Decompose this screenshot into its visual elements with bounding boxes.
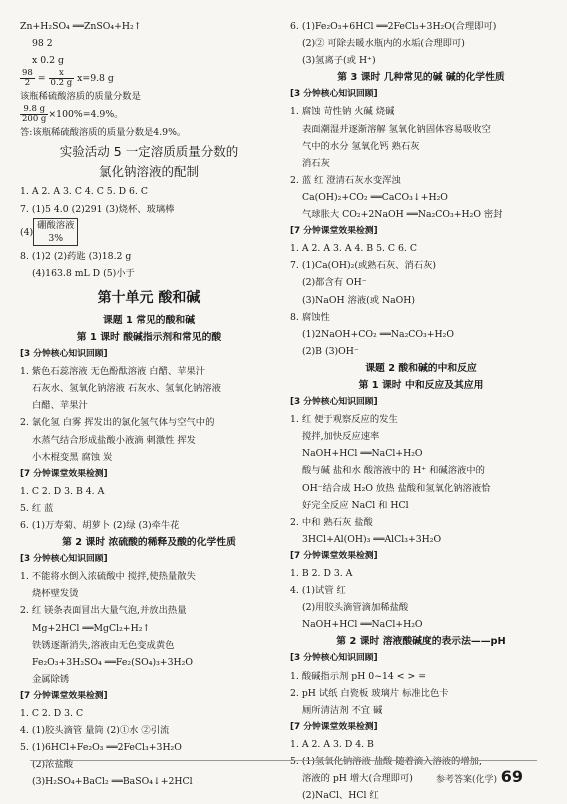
section-label: [3 分钟核心知识回顾] [290, 397, 378, 408]
answer-line: 水蒸气结合形成盐酸小液滴 刺激性 挥发 [32, 434, 196, 446]
answer-line: x 0.2 g [32, 55, 64, 67]
percentage-equation [20, 105, 278, 124]
page-number: 69 [500, 767, 523, 786]
answer-line: 铁锈逐渐消失,溶液由无色变成黄色 [32, 639, 175, 651]
answer-line: 1. 不能将水倒入浓硫酸中 搅拌,使热量散失 [20, 571, 196, 583]
answer-line: 1. 腐蚀 苛性钠 火碱 烧碱 [290, 106, 395, 118]
lesson-heading: 课题 1 常见的酸和碱 [102, 314, 195, 326]
answer-line: 7. (1)Ca(OH)₂(或熟石灰、消石灰) [290, 260, 436, 272]
section-label: [3 分钟核心知识回顾] [290, 653, 378, 664]
section-label: [7 分钟课堂效果检测] [20, 690, 108, 701]
numerator: 9.8 g [20, 105, 48, 115]
answer-line: 1. A 2. A 3. D 4. B [290, 738, 374, 750]
answer-line: 1. A 2. A 3. A 4. B 5. C 6. C [290, 243, 417, 255]
answer-line: (2)② 可除去暖水瓶内的水垢(合理即可) [302, 38, 465, 50]
answer-line: 2. 氯化氢 白雾 挥发出的氯化氢气体与空气中的 [20, 417, 215, 429]
label-answer [20, 218, 278, 248]
fraction [49, 69, 75, 88]
answer-line: NaOH+HCl ══NaCl+H₂O [302, 448, 423, 460]
answer-line: 6. (1)万寿菊、胡萝卜 (2)绿 (3)牵牛花 [20, 519, 180, 531]
lesson-heading: 第 3 课时 几种常见的碱 碱的化学性质 [337, 72, 505, 84]
answer-line: 4. (1)试管 红 [290, 585, 346, 597]
numerator: 98 [22, 69, 33, 79]
equation-result: x=9.8 g [74, 73, 114, 85]
answer-line: 5. (1)氢氧化钠溶液 盐酸 随着滴入溶液的增加, [290, 756, 482, 768]
answer-line: Fe₂O₃+3H₂SO₄ ══Fe₂(SO₄)₃+3H₂O [32, 656, 193, 668]
answer-line: 1. B 2. D 3. A [290, 568, 353, 579]
label-percent: 3% [48, 233, 64, 245]
section-label: [3 分钟核心知识回顾] [20, 554, 108, 565]
answer-line: 烧杯壁发烫 [32, 588, 79, 600]
answer-line: 金属除锈 [32, 673, 70, 685]
answer-line: (2)用胶头滴管滴加稀盐酸 [302, 602, 409, 614]
answer-line: 气中的水分 氢氧化钙 熟石灰 [302, 140, 420, 152]
footer-rule [30, 760, 537, 761]
numerator: x [49, 69, 75, 79]
answer-line: 白醋、苹果汁 [32, 400, 88, 412]
answer-line: 7. (1)5 4.0 (2)291 (3)烧杯、玻璃棒 [20, 203, 175, 215]
bottle-label [33, 218, 78, 246]
answer-line: 搅拌,加快反应速率 [302, 431, 380, 443]
answer-line: 酸与碱 盐和水 酸溶液中的 H⁺ 和碱溶液中的 [302, 465, 485, 477]
answer-line: 4. (1)胶头滴管 量筒 (2)①水 ②引流 [20, 725, 170, 737]
answer-line: (2)浓盐酸 [32, 759, 74, 771]
answer-line: 2. 中和 熟石灰 盐酸 [290, 516, 373, 528]
answer-line: Ca(OH)₂+CO₂ ══CaCO₃↓+H₂O [302, 191, 448, 203]
section-label: [7 分钟课堂效果检测] [290, 550, 378, 561]
denominator: 0.2 g [50, 78, 73, 89]
answer-line: Zn+H₂SO₄ ══ZnSO₄+H₂↑ [20, 21, 142, 32]
section-label: [3 分钟核心知识回顾] [290, 89, 378, 100]
section-label: [7 分钟课堂效果检测] [290, 226, 378, 237]
fraction [20, 105, 48, 124]
footer-label: 参考答案(化学) [435, 775, 497, 785]
answer-line: 2. 蓝 红 澄清石灰水变浑浊 [290, 174, 401, 186]
answer-line: 3HCl+Al(OH)₃ ══AlCl₃+3H₂O [302, 533, 442, 545]
denominator: 200 g [22, 114, 47, 125]
page-footer [0, 758, 567, 798]
answer-line: 1. 红 便于观察反应的发生 [290, 414, 398, 426]
lesson-heading: 课题 2 酸和碱的中和反应 [365, 362, 477, 374]
answer-line: (2)B (3)OH⁻ [302, 345, 359, 357]
proportion-equation: $\frac{98}{2}$ = $\frac{x}{0.2 g}$ x=9.8 g [22, 69, 114, 89]
answer-line: 98 2 [32, 38, 53, 50]
fraction [20, 69, 35, 88]
answer-line: NaOH+HCl ══NaCl+H₂O [302, 619, 423, 631]
answer-line: 2. pH 试纸 白瓷板 玻璃片 标准比色卡 [290, 687, 449, 699]
answer-line: 答:该瓶稀硫酸溶质的质量分数是4.9%。 [20, 127, 187, 139]
answer-line: (2)都含有 OH⁻ [302, 277, 367, 289]
answer-line: (1)2NaOH+CO₂ ══Na₂CO₃+H₂O [302, 328, 455, 340]
answer-line: 1. 紫色石蕊溶液 无色酚酞溶液 白醋、苹果汁 [20, 366, 206, 378]
activity-heading: 实验活动 5 一定溶质质量分数的 [59, 144, 239, 160]
section-label: [3 分钟核心知识回顾] [20, 349, 108, 360]
answer-line: 1. A 2. A 3. C 4. C 5. D 6. C [20, 186, 148, 198]
section-label: [7 分钟课堂效果检测] [290, 721, 378, 732]
lesson-heading: 第 2 课时 溶液酸碱度的表示法——pH [336, 636, 506, 648]
answer-line: 6. (1)Fe₂O₃+6HCl ══2FeCl₃+3H₂O(合理即可) [290, 21, 497, 32]
answer-line: 8. 腐蚀性 [290, 311, 330, 323]
answer-line: 1. C 2. D 3. B 4. A [20, 485, 105, 497]
right-column [290, 18, 552, 804]
answer-line: 该瓶稀硫酸溶质的质量分数是 [20, 91, 141, 103]
lesson-heading: 第 2 课时 浓硫酸的稀释及酸的化学性质 [62, 537, 236, 549]
lesson-heading: 第 1 课时 酸碱指示剂和常见的酸 [76, 331, 222, 343]
unit-title: 第十单元 酸和碱 [97, 289, 201, 306]
answer-line: (3)氢离子(或 H⁺) [302, 55, 376, 67]
activity-heading: 氯化钠溶液的配制 [98, 164, 199, 180]
answer-line: 2. 红 镁条表面冒出大量气泡,并放出热量 [20, 605, 187, 617]
answer-line: (3)H₂SO₄+BaCl₂ ══BaSO₄↓+2HCl [32, 776, 193, 788]
answer-line: 气球胀大 CO₂+2NaOH ══Na₂CO₃+H₂O 密封 [302, 209, 503, 221]
lesson-heading: 第 1 课时 中和反应及其应用 [358, 379, 484, 391]
answer-line: 石灰水、氢氧化钠溶液 石灰水、氢氧化钠溶液 [32, 383, 221, 395]
answer-line: 溶液的 pH 增大(合理即可) [302, 773, 413, 785]
answer-line: 1. 酸碱指示剂 pH 0~14 < > = [290, 670, 427, 682]
answer-line: 好完全反应 NaCl 和 HCl [302, 499, 409, 511]
answer-line: (2)NaCl、HCl 红 [302, 790, 379, 802]
section-label: [7 分钟课堂效果检测] [20, 468, 108, 479]
answer-line: (4)163.8 mL D (5)小于 [32, 267, 135, 279]
left-column [20, 18, 278, 790]
label-text: 硼酸溶液 [37, 220, 75, 232]
answer-line: (3)NaOH 溶液(或 NaOH) [302, 294, 416, 306]
answer-line: 8. (1)2 (2)药匙 (3)18.2 g [20, 250, 132, 262]
answer-line: 表面潮湿并逐渐溶解 氢氧化钠固体容易吸收空 [302, 123, 491, 135]
denominator: 2 [24, 78, 31, 89]
answer-line: OH⁻结合成 H₂O 放热 盐酸和氢氧化钠溶液恰 [302, 482, 491, 494]
answer-line: 消石灰 [302, 157, 330, 169]
answer-line: 厕所清洁剂 不宜 碱 [302, 704, 383, 716]
item-number: (4) [20, 226, 34, 238]
answer-line: 5. 红 蓝 [20, 502, 54, 514]
answer-line: Mg+2HCl ══MgCl₂+H₂↑ [32, 622, 151, 634]
answer-line: 1. C 2. D 3. C [20, 708, 84, 719]
answer-line: 5. (1)6HCl+Fe₂O₃ ══2FeCl₃+3H₂O [20, 742, 182, 754]
equation-result: ×100%=4.9%。 [48, 109, 124, 121]
answer-line: 小木棍变黑 腐蚀 炭 [32, 451, 113, 463]
